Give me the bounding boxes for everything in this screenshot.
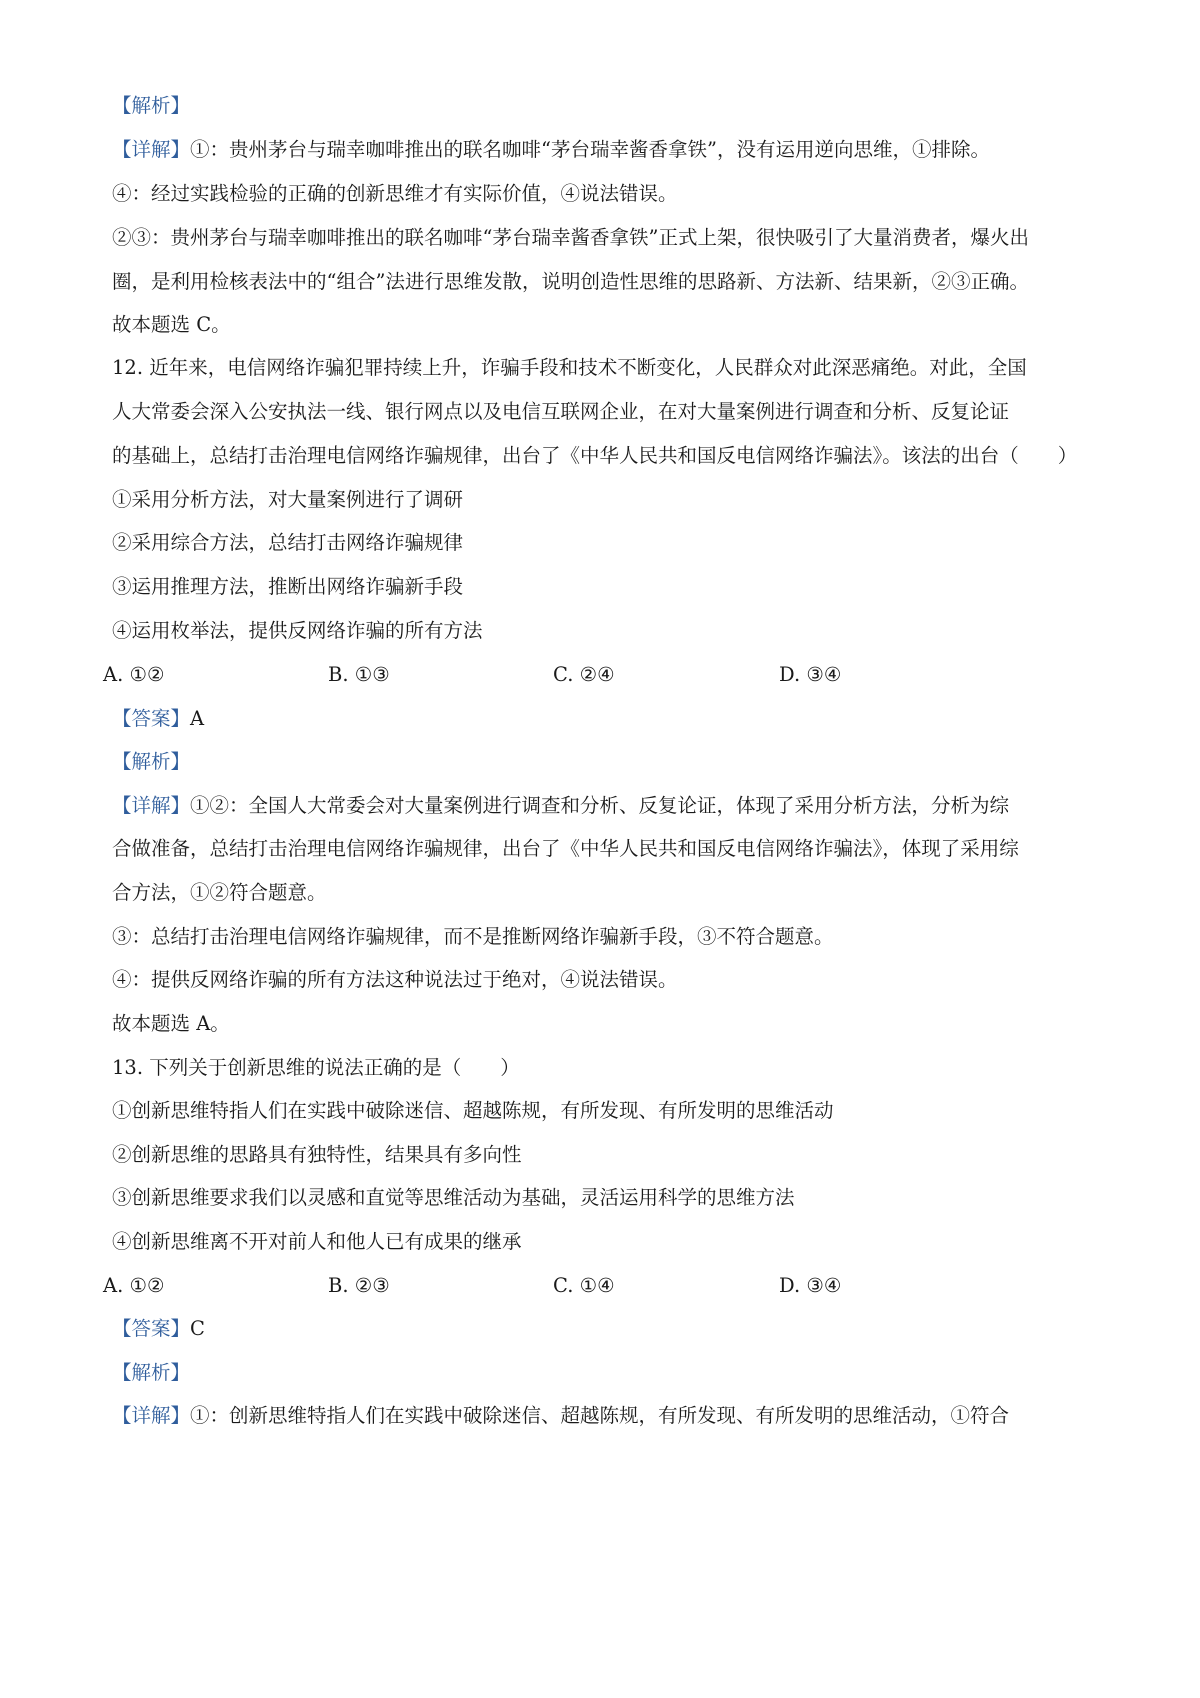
conclusion-line: 故本题选 C。 (112, 313, 231, 336)
option-b: B. ①③ (328, 663, 390, 686)
text-line: ④：经过实践检验的正确的创新思维才有实际价值，④说法错误。 (112, 182, 678, 205)
analysis-heading: 【解析】 (112, 750, 191, 773)
text-line: 合方法，①②符合题意。 (112, 881, 327, 904)
option-a: A. ①② (103, 1274, 165, 1297)
text-line: ①：贵州茅台与瑞幸咖啡推出的联名咖啡“茅台瑞幸酱香拿铁”，没有运用逆向思维，①排除。 (190, 138, 990, 161)
question-stem: 的基础上，总结打击治理电信网络诈骗规律，出台了《中华人民共和国反电信网络诈骗法》。该法的出台（ ） (112, 444, 1078, 467)
question-stem: 13. 下列关于创新思维的说法正确的是（ ） (112, 1056, 520, 1079)
text-line: ①②：全国人大常委会对大量案例进行调查和分析、反复论证，体现了采用分析方法，分析为综 (190, 794, 1010, 817)
conclusion-line: 故本题选 A。 (112, 1012, 230, 1035)
detail-paragraph (112, 136, 1102, 164)
detail-tag: 【详解】 (112, 1404, 191, 1427)
option-d: D. ③④ (779, 1274, 842, 1297)
statement: ①采用分析方法，对大量案例进行了调研 (112, 488, 464, 511)
question-stem: 人大常委会深入公安执法一线、银行网点以及电信互联网企业，在对大量案例进行调查和分析、反复论证 (112, 400, 1010, 423)
option-d: D. ③④ (779, 663, 842, 686)
answer-value: A (190, 707, 205, 730)
statement: ③运用推理方法，推断出网络诈骗新手段 (112, 575, 464, 598)
detail-paragraph (112, 792, 1102, 820)
answer-value: C (190, 1317, 205, 1340)
text-line: ①：创新思维特指人们在实践中破除迷信、超越陈规，有所发现、有所发明的思维活动，①符合 (190, 1404, 1010, 1427)
analysis-heading: 【解析】 (112, 94, 191, 117)
detail-tag: 【详解】 (112, 138, 191, 161)
text-line: ②③：贵州茅台与瑞幸咖啡推出的联名咖啡“茅台瑞幸酱香拿铁”正式上架，很快吸引了大量消费者，爆火出 (112, 226, 1029, 249)
statement: ②采用综合方法，总结打击网络诈骗规律 (112, 531, 464, 554)
question-stem: 12. 近年来，电信网络诈骗犯罪持续上升，诈骗手段和技术不断变化，人民群众对此深恶痛绝。对此，全国 (112, 356, 1027, 379)
statement: ④创新思维离不开对前人和他人已有成果的继承 (112, 1230, 522, 1253)
text-line: ④：提供反网络诈骗的所有方法这种说法过于绝对，④说法错误。 (112, 968, 678, 991)
text-line: 圈，是利用检核表法中的“组合”法进行思维发散，说明创造性思维的思路新、方法新、结果新，②③正确。 (112, 270, 1029, 293)
statement: ④运用枚举法，提供反网络诈骗的所有方法 (112, 619, 483, 642)
statement: ①创新思维特指人们在实践中破除迷信、超越陈规，有所发现、有所发明的思维活动 (112, 1099, 834, 1122)
text-line: 合做准备，总结打击治理电信网络诈骗规律，出台了《中华人民共和国反电信网络诈骗法》，体现了采用综 (112, 837, 1019, 860)
analysis-heading: 【解析】 (112, 1361, 191, 1384)
statement: ③创新思维要求我们以灵感和直觉等思维活动为基础，灵活运用科学的思维方法 (112, 1186, 795, 1209)
detail-tag: 【详解】 (112, 794, 191, 817)
answer-line (112, 1315, 1102, 1343)
option-c: C. ①④ (553, 1274, 615, 1297)
answer-tag: 【答案】 (112, 707, 191, 730)
answer-tag: 【答案】 (112, 1317, 191, 1340)
statement: ②创新思维的思路具有独特性，结果具有多向性 (112, 1143, 522, 1166)
text-line: ③：总结打击治理电信网络诈骗规律，而不是推断网络诈骗新手段，③不符合题意。 (112, 925, 834, 948)
option-c: C. ②④ (553, 663, 615, 686)
answer-line (112, 705, 1102, 733)
option-b: B. ②③ (328, 1274, 390, 1297)
detail-paragraph (112, 1402, 1102, 1430)
option-a: A. ①② (103, 663, 165, 686)
